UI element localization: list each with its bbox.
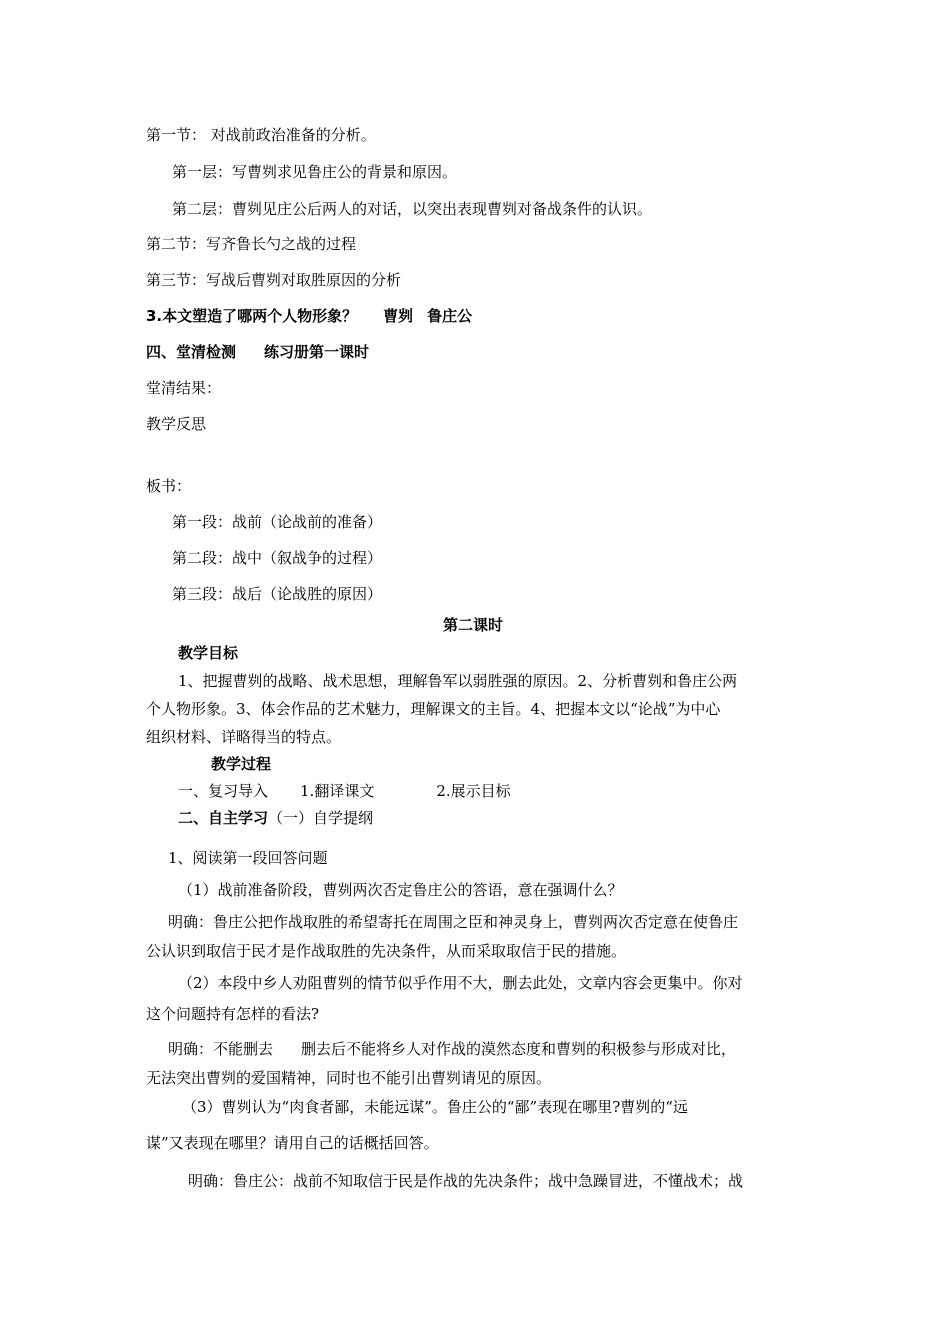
section-2-heading: 第二节：写齐鲁长勺之战的过程 [146, 235, 357, 253]
section-four-heading [146, 342, 369, 362]
section-1-heading: 第一节： 对战前政治准备的分析。 [146, 126, 376, 144]
lesson-2-title: 第二课时 [443, 616, 504, 634]
answer-2-line-1 [168, 1039, 736, 1059]
goals-line-1: 1、把握曹刿的战略、战术思想，理解鲁军以弱胜强的原因。2、分析曹刿和鲁庄公两 [178, 672, 738, 690]
self-study-line [178, 808, 373, 828]
workbook-ref: 练习册第一课时 [264, 343, 370, 361]
teaching-reflection-label: 教学反思 [146, 415, 207, 433]
teaching-process-heading: 教学过程 [211, 755, 272, 773]
show-goals: 2.展示目标 [436, 782, 511, 800]
answer-1-line-1: 明确：鲁庄公把作战取胜的希望寄托在周围之臣和神灵身上，曹刿两次否定意在使鲁庄 [168, 913, 739, 931]
section-3-heading: 第三节：写战后曹刿对取胜原因的分析 [146, 271, 402, 289]
answer-lu-zhuanggong: 鲁庄公 [427, 307, 473, 325]
question-3-line-1: （3）曹刿认为“肉食者鄙，未能远谋”。鲁庄公的“鄙”表现在哪里?曹刿的“远 [182, 1098, 688, 1116]
goals-line-2: 个人物形象。3、体会作品的艺术魅力，理解课文的主旨。4、把握本文以“论战”为中心 [146, 700, 721, 718]
layer-2-text: 第二层：曹刿见庄公后两人的对话，以突出表现曹刿对备战条件的认识。 [172, 200, 653, 218]
self-study-outline: （一）自学提纲 [268, 809, 374, 827]
answer-2-lead: 明确：不能删去 [168, 1040, 274, 1058]
review-intro-line [178, 781, 511, 801]
answer-2-line-2: 无法突出曹刿的爱国精神，同时也不能引出曹刿请见的原因。 [146, 1069, 552, 1087]
blackboard-item-1: 第一段：战前（论战前的准备） [172, 513, 383, 531]
translate-text: 1.翻译课文 [300, 782, 375, 800]
class-check-title: 四、堂清检测 [146, 343, 237, 361]
question-3-line-2: 谋”又表现在哪里？请用自己的话概括回答。 [146, 1134, 439, 1152]
blackboard-label: 板书： [146, 477, 192, 495]
question-3 [146, 306, 472, 326]
self-study-heading: 二、自主学习 [178, 809, 269, 827]
blackboard-item-2: 第二段：战中（叙战争的过程） [172, 549, 383, 567]
review-intro: 一、复习导入 [178, 782, 269, 800]
read-paragraph-1: 1、阅读第一段回答问题 [168, 849, 328, 867]
answer-cao-gui: 曹刿 [383, 307, 414, 325]
answer-2-explanation: 删去后不能将乡人对作战的漠然态度和曹刿的积极参与形成对比， [301, 1040, 737, 1058]
question-1: （1）战前准备阶段，曹刿两次否定鲁庄公的答语，意在强调什么？ [178, 881, 623, 899]
layer-1-text: 第一层：写曹刿求见鲁庄公的背景和原因。 [172, 163, 458, 181]
answer-1-line-2: 公认识到取信于民才是作战取胜的先决条件，从而采取取信于民的措施。 [146, 942, 627, 960]
answer-3-line-1: 明确：鲁庄公：战前不知取信于民是作战的先决条件；战中急躁冒进，不懂战术；战 [188, 1172, 744, 1190]
question-2-line-1: （2）本段中乡人劝阻曹刿的情节似乎作用不大，删去此处，文章内容会更集中。你对 [178, 974, 743, 992]
question-2-line-2: 这个问题持有怎样的看法? [146, 1005, 320, 1023]
class-result-label: 堂清结果： [146, 379, 222, 397]
blackboard-item-3: 第三段：战后（论战胜的原因） [172, 585, 383, 603]
teaching-goals-heading: 教学目标 [178, 644, 239, 662]
goals-line-3: 组织材料、详略得当的特点。 [146, 728, 342, 746]
question-3-text: 3.本文塑造了哪两个人物形象？ [146, 307, 358, 325]
